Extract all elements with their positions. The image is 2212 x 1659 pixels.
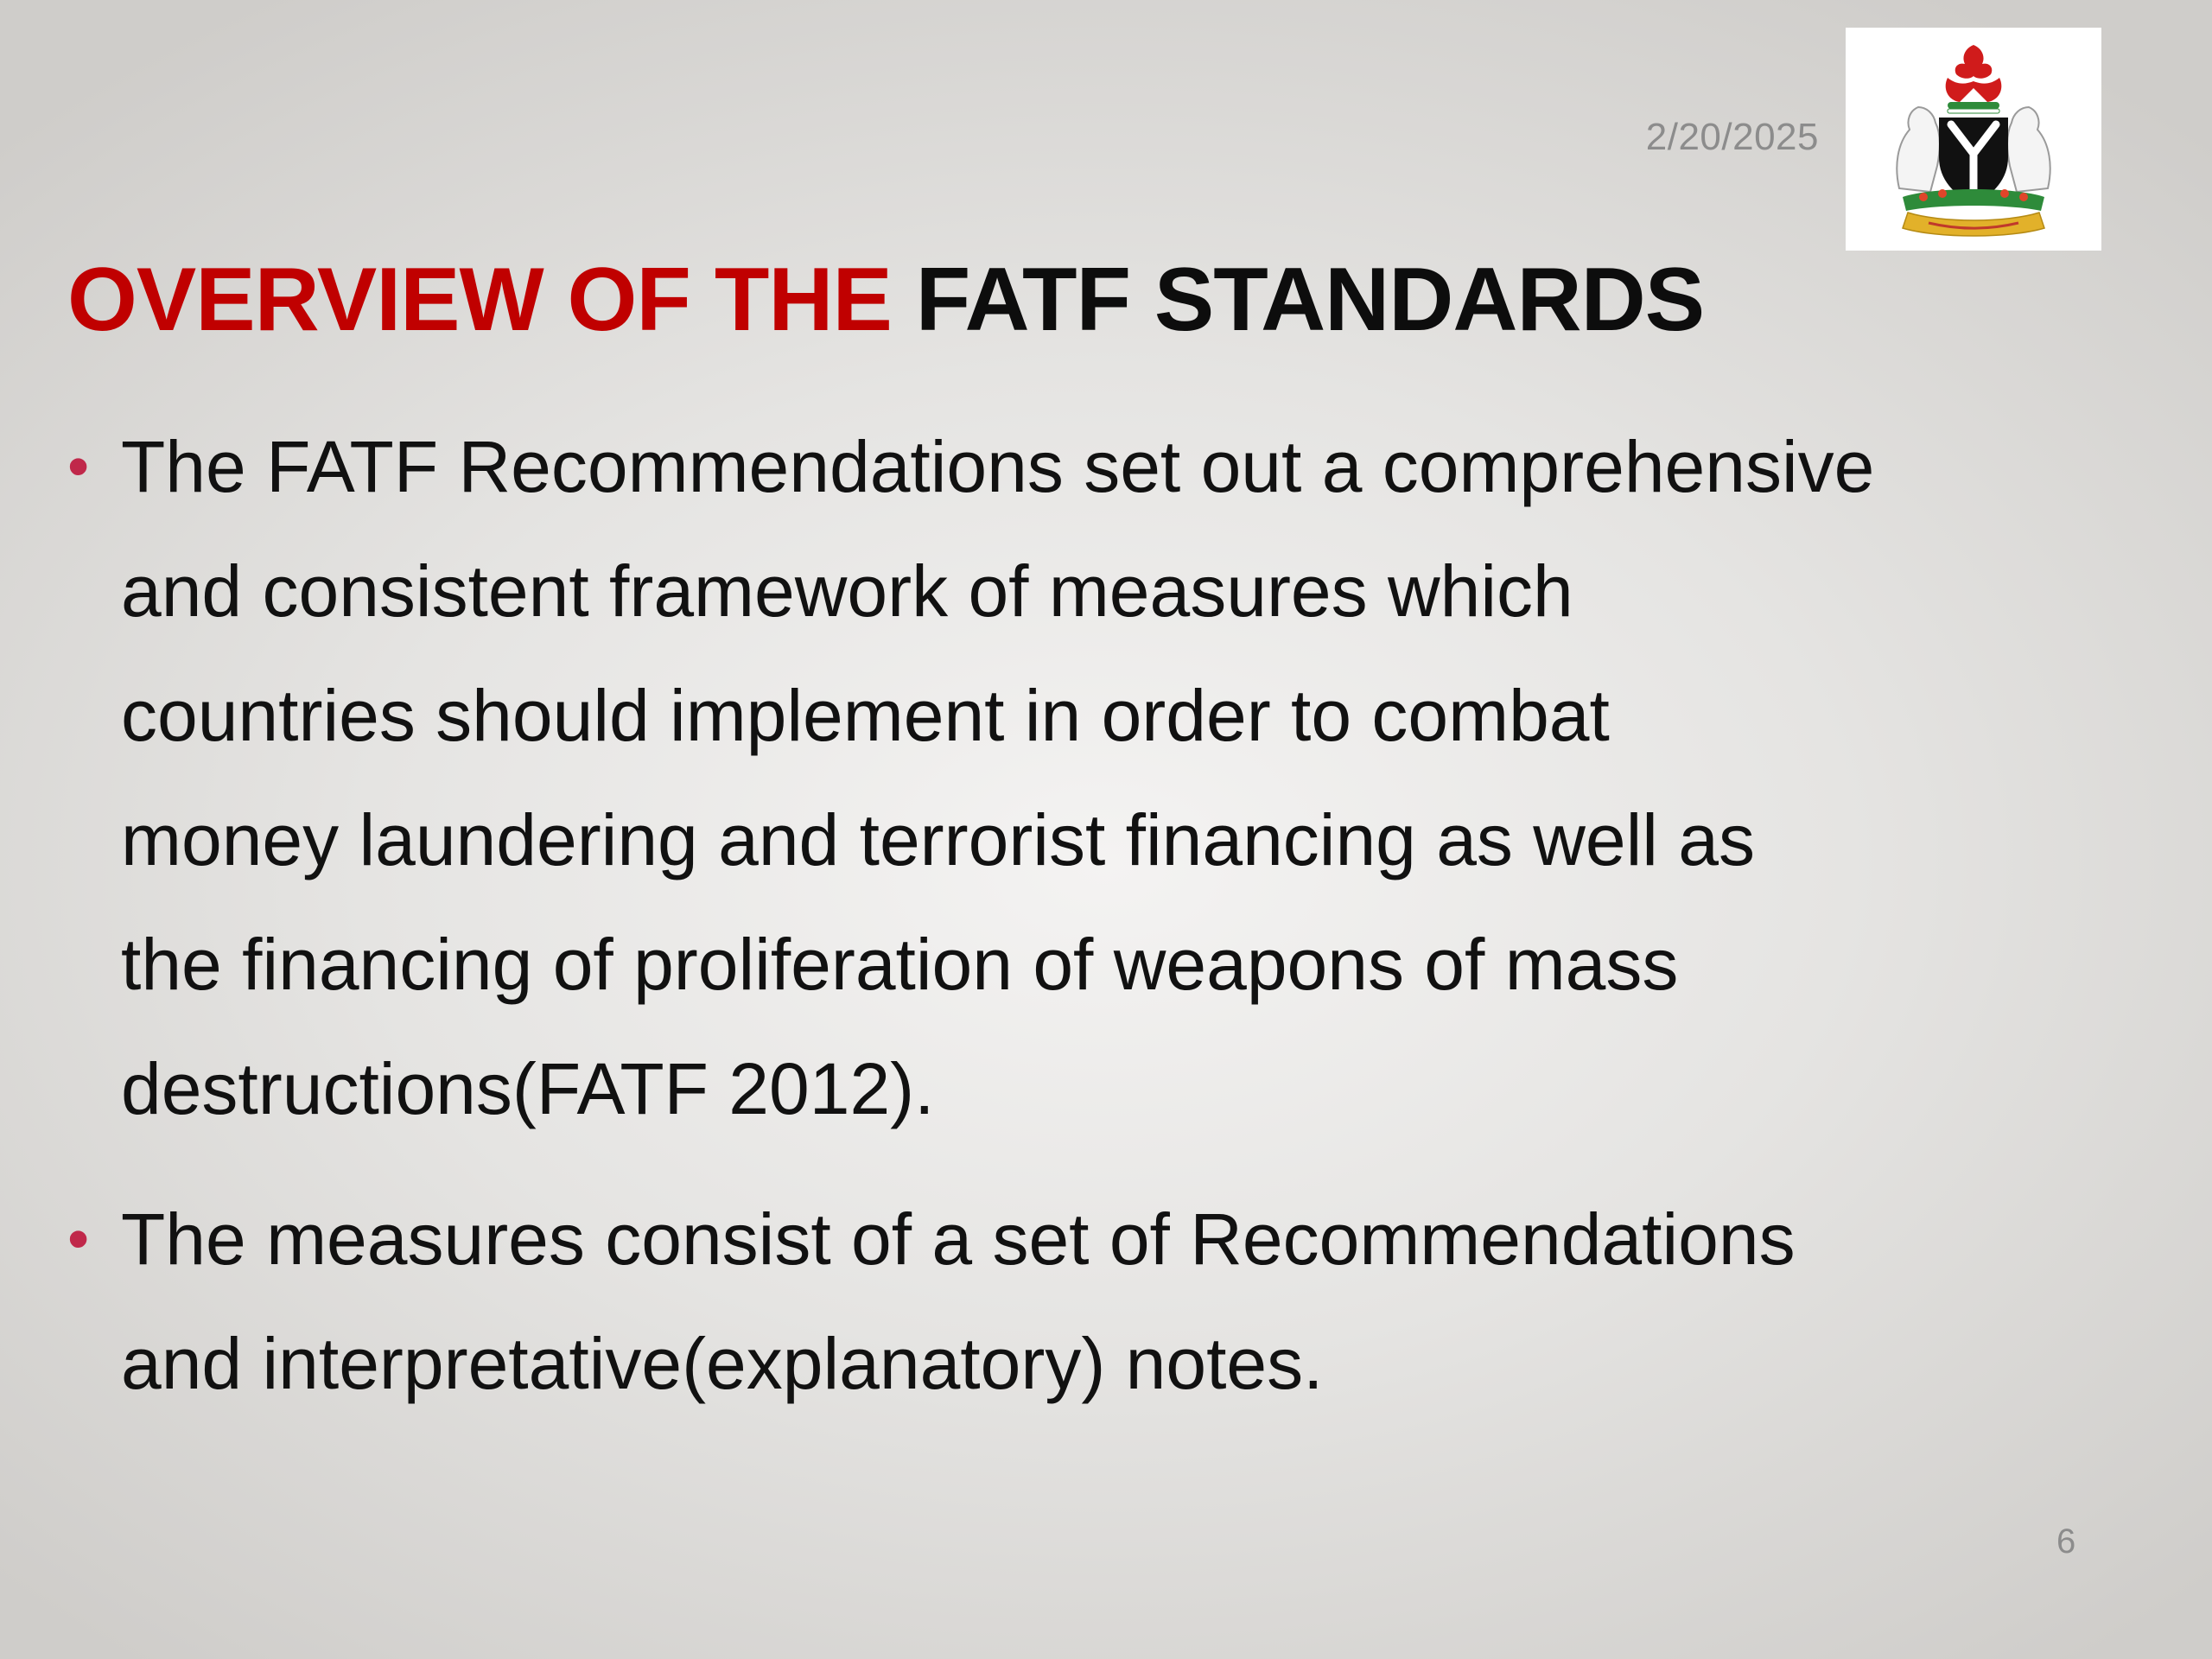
bullet-line: and consistent framework of measures which: [121, 550, 1573, 632]
slide-date: 2/20/2025: [1645, 116, 1819, 158]
bullet-text: [121, 1177, 2055, 1426]
coat-of-arms-logo: [1846, 28, 2101, 251]
bullet-line: The measures consist of a set of Recommendations: [121, 1198, 1796, 1280]
page-number: 6: [2056, 1522, 2076, 1560]
bullet-dot-icon: •: [67, 432, 90, 501]
bullet-list: [67, 404, 2055, 1452]
bullet-item: [67, 1177, 2055, 1426]
bullet-line: The FATF Recommendations set out a comprehensive: [121, 426, 1875, 507]
bullet-item: [67, 404, 2055, 1151]
title-main-text: FATF STANDARDS: [915, 250, 1705, 350]
slide-title: [67, 251, 1704, 349]
bullet-dot-icon: •: [67, 1205, 90, 1274]
bullet-text: [121, 404, 2055, 1151]
bullet-line: countries should implement in order to combat: [121, 675, 1610, 756]
title-accent-text: OVERVIEW OF THE: [67, 250, 892, 350]
bullet-line: and interpretative(explanatory) notes.: [121, 1323, 1324, 1404]
bullet-line: money laundering and terrorist financing as well as: [121, 799, 1756, 880]
bullet-line: destructions(FATF 2012).: [121, 1048, 935, 1129]
nigeria-coat-of-arms-icon: [1846, 28, 2101, 251]
bullet-line: the financing of proliferation of weapons of mass: [121, 924, 1679, 1005]
